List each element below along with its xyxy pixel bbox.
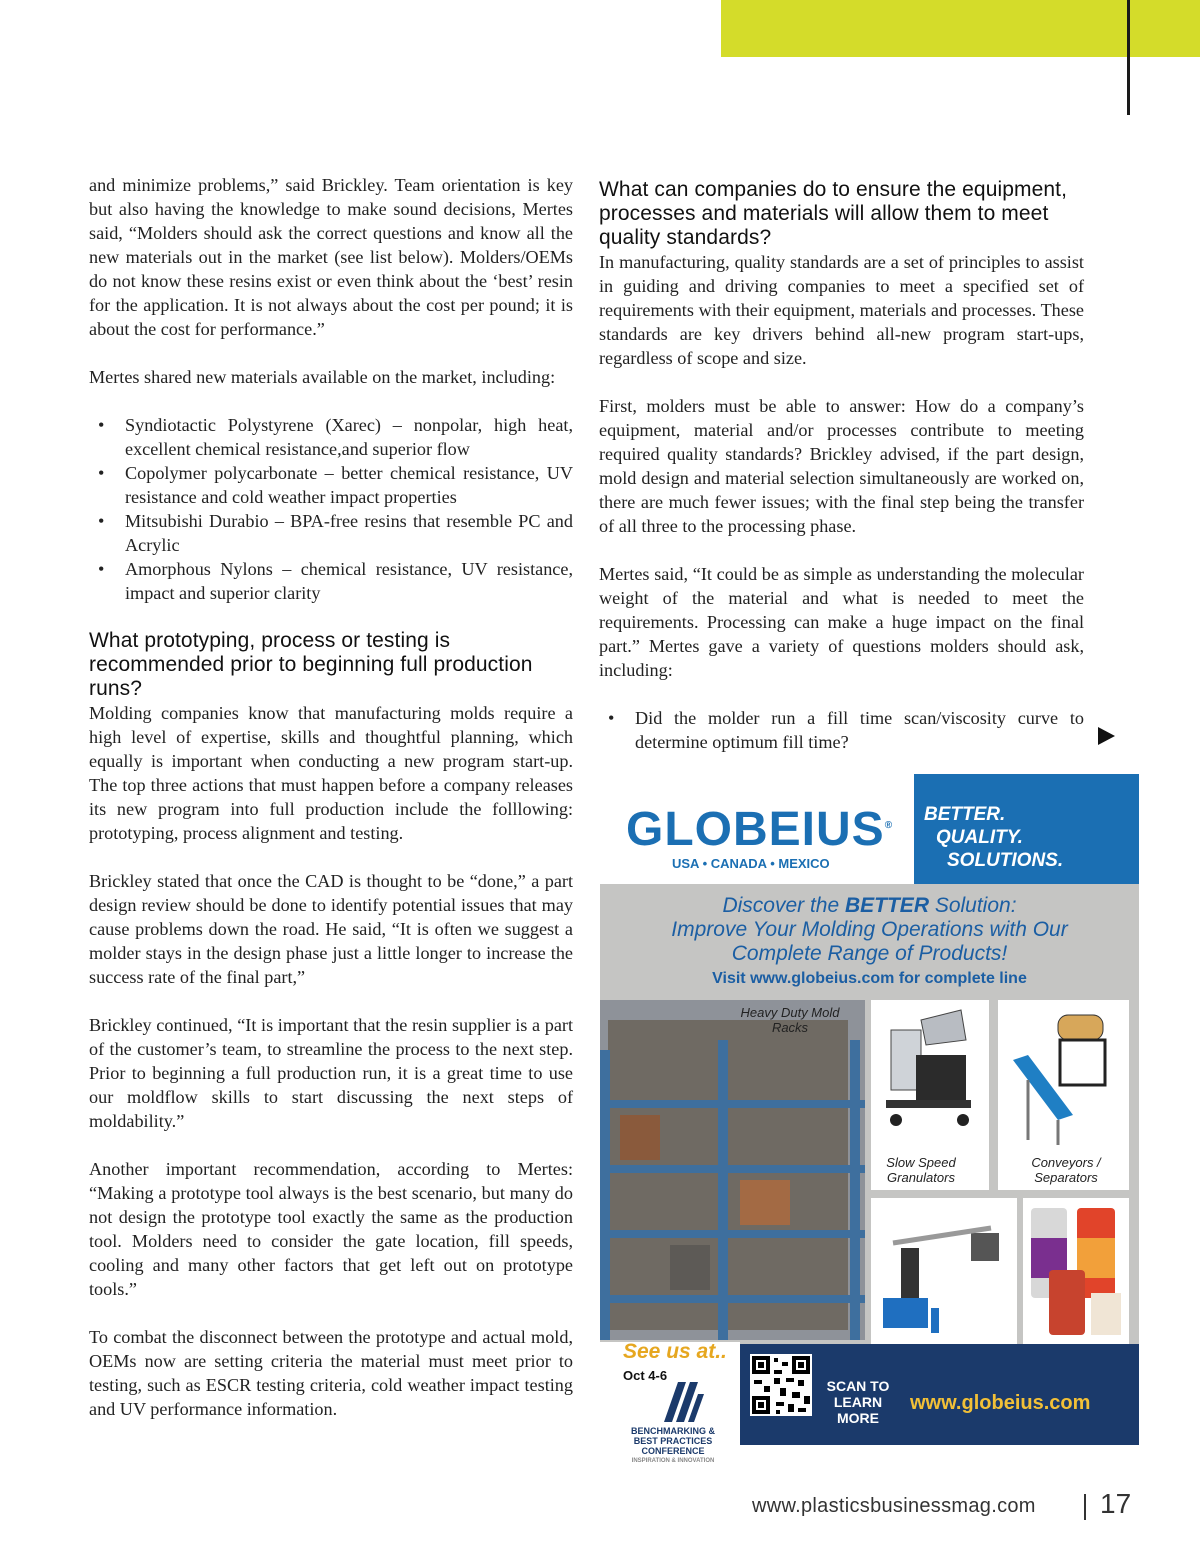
mold-racks-image [600, 1000, 865, 1340]
ad-website-link[interactable]: www.globeius.com [910, 1392, 1091, 1414]
list-item: • Mitsubishi Durabio – BPA-free resins that resemble PC and Acrylic [89, 509, 573, 557]
section-heading: What prototyping, process or testing is recommended prior to beginning full production runs? [89, 629, 533, 700]
scan-to-learn-more[interactable]: SCAN TO LEARN MORE [826, 1378, 890, 1426]
list-item: • Copolymer polycarbonate – better chemical resistance, UV resistance and cold weather impact properties [89, 461, 573, 509]
ad-regions: USA • CANADA • MEXICO [672, 856, 830, 871]
see-us-text: See us at.. [623, 1340, 727, 1363]
granulator-icon [871, 1000, 989, 1150]
materials-list [89, 413, 573, 605]
ad-tagline-panel [914, 774, 1139, 884]
paragraph: First, molders must be able to answer: How do a company’s equipment, material and/or processes contribute to meeting required quality standards? Brickley advised, if the part design, mold design and material selection simultaneously are worked on, there are much fewer issues; with the final step being the transfer of all three to the processing phase. [599, 396, 1084, 536]
paragraph: To combat the disconnect between the prototype and actual mold, OEMs now are setting criteria the material must meet prior to testing, such as ESCR testing criteria, cold weather impact testing and UV performance information. [89, 1327, 573, 1419]
page-number: 17 [1100, 1488, 1132, 1519]
conveyor-icon [998, 1000, 1129, 1150]
paragraph: Molding companies know that manufacturing molds require a high level of expertise, skills and thoughtful planning, which equally is important when conducting a new program start-up. The top three actions that must happen before a company releases its new program into full production include the folllowing: prototyping, process alignment and testing. [89, 703, 573, 843]
caption-mold-racks: Heavy Duty Mold Racks [740, 1005, 840, 1035]
list-item: • Amorphous Nylons – chemical resistance, UV resistance, impact and superior clarity [89, 557, 573, 605]
conveyor-panel [998, 1000, 1129, 1190]
conference-name: BENCHMARKING & BEST PRACTICES CONFERENCE INSPIRATION & INNOVATION [631, 1426, 715, 1464]
continue-arrow-icon [1098, 727, 1115, 745]
footer-website[interactable]: www.plasticsbusinessmag.com [752, 1495, 1036, 1517]
list-item: • Did the molder run a fill time scan/viscosity curve to determine optimum fill time? [599, 706, 1084, 754]
globeius-logo: GLOBEIUS® [626, 803, 894, 856]
spray-can-icon [1023, 1198, 1129, 1348]
ad-headline: Discover the BETTER Solution: Improve Your Molding Operations with Our Complete Range of Products! [671, 894, 1068, 965]
ad-visit-line[interactable]: Visit www.globeius.com for complete line [712, 970, 1027, 987]
ad-tagline-line: SOLUTIONS. [947, 850, 1064, 871]
ad-tagline-line: BETTER. [924, 804, 1006, 825]
paragraph: Mertes shared new materials available on the market, including: [89, 367, 556, 387]
caption-granulators: Slow Speed Granulators [886, 1155, 956, 1185]
left-column [89, 173, 573, 1421]
caption-conveyors: Conveyors / Separators [1031, 1155, 1101, 1185]
paragraph: In manufacturing, quality standards are a set of principles to assist in guiding and driving companies to meet a specified set of requirements with their equipment, materials and processes. These standards are key drivers behind all-new program start-ups, regardless of scope and size. [599, 252, 1084, 368]
footer-separator [1084, 1494, 1086, 1520]
list-item: • Syndiotactic Polystyrene (Xarec) – nonpolar, high heat, excellent chemical resistance,and superior flow [89, 413, 573, 461]
qr-code-icon[interactable] [750, 1354, 812, 1416]
paragraph: Brickley stated that once the CAD is thought to be “done,” a part design review should be done to identify potential issues that may cause problems down the road. He said, “It is often we suggest a molder stays in the design phase just a little longer to increase the success rate of the final part,” [89, 871, 573, 987]
globeius-advertisement[interactable] [600, 774, 1139, 1464]
ad-tagline-line: QUALITY. [936, 827, 1023, 848]
conference-logo-icon [664, 1382, 704, 1422]
event-date: Oct 4-6 [623, 1368, 668, 1383]
section-heading: What can companies do to ensure the equipment, processes and materials will allow them to meet quality standards? [599, 178, 1068, 249]
granulator-panel [871, 1000, 989, 1190]
paragraph: and minimize problems,” said Brickley. Team orientation is key but also having the knowledge to make sound decisions, Mertes said, “Molders should ask the correct questions and know all the new materials out in the market (see list below). Molders/OEMs do not know these resins exist or even think about the ‘best’ resin for the application. It is not always about the cost per pound; it is about the cost for performance.” [89, 175, 573, 339]
right-column [599, 173, 1084, 778]
top-vertical-rule [1127, 0, 1130, 115]
ad-header [600, 774, 1139, 884]
paragraph: Mertes said, “It could be as simple as understanding the molecular weight of the material and what is needed to meet the requirements. Processing can make a huge impact on the final part.” Mertes gave a variety of questions molders should ask, including: [599, 564, 1084, 680]
ad-logo-panel [600, 774, 914, 884]
questions-list [599, 706, 1084, 754]
crane-icon [871, 1198, 1017, 1348]
paragraph: Another important recommendation, according to Mertes: “Making a prototype tool always is the best scenario, but many do not design the prototype tool exactly the same as the production tool. Molders need to consider the gate location, fill speeds, cooling and many other factors that get left out on prototype tools.” [89, 1159, 573, 1299]
paragraph: Brickley continued, “It is important that the resin supplier is a part of the customer’s team, to streamline the process to the next step. Prior to beginning a full production run, it is a great time to use our moldflow skills to start discussing the next steps of moldability.” [89, 1015, 573, 1131]
